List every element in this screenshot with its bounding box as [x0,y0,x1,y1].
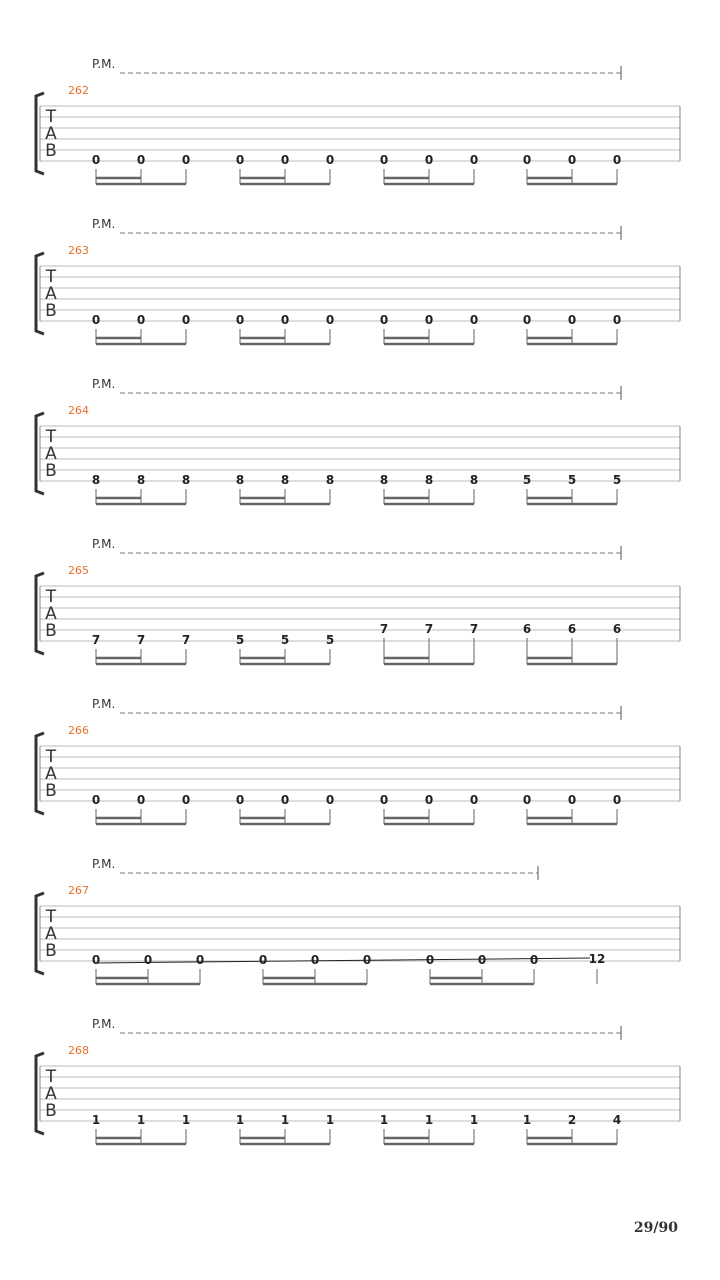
fret-number: 0 [235,153,245,167]
fret-number: 0 [379,153,389,167]
fret-number: 8 [424,473,434,487]
fret-number: 0 [258,953,268,967]
fret-number: 7 [136,633,146,647]
tab-system-263 [36,217,680,344]
fret-number: 0 [136,153,146,167]
fret-number: 5 [522,473,532,487]
palm-mute-label: P.M. [92,217,116,231]
fret-number: 0 [379,793,389,807]
measure-number: 266 [68,724,89,737]
fret-number: 0 [280,793,290,807]
fret-number: 0 [181,313,191,327]
tab-clef-b: B [45,621,57,641]
fret-number: 0 [325,793,335,807]
tab-clef-a: A [45,284,57,304]
fret-number: 0 [522,153,532,167]
fret-number: 0 [379,313,389,327]
tab-clef-b: B [45,781,57,801]
fret-number: 0 [567,153,577,167]
fret-number: 1 [235,1113,245,1127]
fret-number: 5 [235,633,245,647]
tab-system-268 [36,1017,680,1144]
tab-clef-t: T [45,267,57,287]
measure-number: 263 [68,244,89,257]
fret-number: 1 [136,1113,146,1127]
tab-clef-t: T [45,907,57,927]
fret-number: 0 [567,313,577,327]
palm-mute-label: P.M. [92,697,116,711]
palm-mute-label: P.M. [92,57,116,71]
tab-clef-b: B [45,1101,57,1121]
fret-number: 0 [280,313,290,327]
fret-number: 1 [379,1113,389,1127]
measure-number: 264 [68,404,89,417]
fret-number: 0 [310,953,320,967]
palm-mute-label: P.M. [92,1017,116,1031]
fret-number: 8 [280,473,290,487]
fret-number: 7 [181,633,191,647]
fret-number: 5 [567,473,577,487]
fret-number: 0 [235,793,245,807]
fret-number: 0 [469,313,479,327]
tab-clef-a: A [45,764,57,784]
fret-number: 0 [362,953,372,967]
fret-number: 0 [325,153,335,167]
fret-number: 8 [91,473,101,487]
fret-number: 6 [567,622,577,636]
fret-number: 8 [325,473,335,487]
fret-number: 0 [280,153,290,167]
tab-system-264 [36,377,680,504]
tab-clef-a: A [45,924,57,944]
fret-number: 12 [588,952,606,966]
fret-number: 0 [522,313,532,327]
fret-number: 0 [143,953,153,967]
measure-number: 265 [68,564,89,577]
tab-clef-b: B [45,941,57,961]
fret-number: 1 [469,1113,479,1127]
fret-number: 1 [424,1113,434,1127]
tab-system-262 [36,57,680,184]
fret-number: 8 [379,473,389,487]
fret-number: 5 [325,633,335,647]
tab-clef-b: B [45,461,57,481]
fret-number: 8 [181,473,191,487]
fret-number: 0 [522,793,532,807]
fret-number: 1 [280,1113,290,1127]
tab-system-267 [36,857,680,984]
fret-number: 0 [612,153,622,167]
fret-number: 2 [567,1113,577,1127]
fret-number: 0 [469,793,479,807]
fret-number: 7 [379,622,389,636]
fret-number: 1 [325,1113,335,1127]
measure-number: 262 [68,84,89,97]
measure-number: 268 [68,1044,89,1057]
fret-number: 0 [325,313,335,327]
fret-number: 4 [612,1113,622,1127]
fret-number: 0 [91,313,101,327]
tab-clef-t: T [45,427,57,447]
fret-number: 0 [477,953,487,967]
fret-number: 5 [612,473,622,487]
palm-mute-label: P.M. [92,377,116,391]
tab-clef-b: B [45,301,57,321]
tab-clef-a: A [45,1084,57,1104]
fret-number: 0 [425,953,435,967]
fret-number: 0 [181,153,191,167]
measure-number: 267 [68,884,89,897]
fret-number: 0 [469,153,479,167]
fret-number: 0 [136,793,146,807]
tab-system-265 [36,537,680,664]
fret-number: 0 [612,793,622,807]
fret-number: 0 [91,953,101,967]
fret-number: 0 [91,153,101,167]
fret-number: 7 [424,622,434,636]
palm-mute-label: P.M. [92,537,116,551]
tab-clef-t: T [45,107,57,127]
tab-system-266 [36,697,680,824]
tab-clef-t: T [45,587,57,607]
fret-number: 0 [424,793,434,807]
fret-number: 1 [181,1113,191,1127]
fret-number: 5 [280,633,290,647]
fret-number: 1 [91,1113,101,1127]
fret-number: 0 [424,313,434,327]
tab-clef-t: T [45,747,57,767]
fret-number: 8 [136,473,146,487]
fret-number: 1 [522,1113,532,1127]
fret-number: 0 [612,313,622,327]
fret-number: 0 [567,793,577,807]
fret-number: 0 [136,313,146,327]
fret-number: 7 [469,622,479,636]
fret-number: 8 [235,473,245,487]
tab-clef-a: A [45,444,57,464]
fret-number: 0 [181,793,191,807]
fret-number: 7 [91,633,101,647]
page-number: 29/90 [633,1220,678,1236]
fret-number: 0 [424,153,434,167]
tab-clef-a: A [45,604,57,624]
fret-number: 0 [91,793,101,807]
tab-clef-t: T [45,1067,57,1087]
fret-number: 8 [469,473,479,487]
fret-number: 0 [235,313,245,327]
fret-number: 0 [195,953,205,967]
fret-number: 6 [522,622,532,636]
tab-clef-b: B [45,141,57,161]
fret-number: 0 [529,953,539,967]
palm-mute-label: P.M. [92,857,116,871]
fret-number: 6 [612,622,622,636]
tab-clef-a: A [45,124,57,144]
